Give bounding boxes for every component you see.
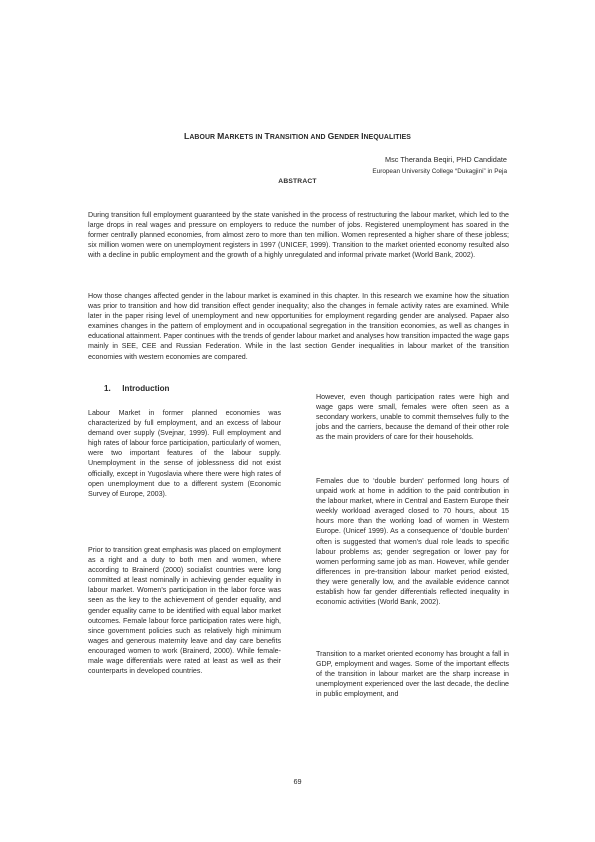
section-heading xyxy=(104,384,169,393)
paper-title: LABOUR MARKETS IN TRANSITION AND GENDER INEQUALITIES xyxy=(183,131,411,141)
affiliation-line: European University College “Dukagjini” in Peja xyxy=(372,168,507,175)
right-column-paragraph-3: Transition to a market oriented economy has brought a fall in GDP, employment and wages. Some of the important effects of the transition in labour market are the sharp increase in unemployment experienced over the last decade, the decline in public employment, and xyxy=(316,650,509,699)
abstract-heading: ABSTRACT xyxy=(278,178,317,185)
section-number: 1. xyxy=(104,384,111,393)
right-column-paragraph-1: However, even though participation rates were high and wage gaps were small, females were often seen as a secondary workers, unable to commit themselves fully to the jobs and the carriers, because the demand of their other role as the main providers of care for their households. xyxy=(316,393,509,442)
abstract-paragraph-2: How those changes affected gender in the labour market is examined in this chapter. In this research we examine how the situation was prior to transition and how did transition effect gender inequality; also the changes in female activity rates are examined. While later in the paper rising level of unemployment and new opportunities for employment regarding gender are analysed. Papaer also examines changes in the pattern of employment and in occupational segregation in the transition economies, as well as changes in educational attainment. Paper continues with the trends of gender labour market and analyses how transition impacted the wage gaps mainly in SEE, CEE and Russian Federation. While in the last section Gender inequalities in labour market of the transition economies with western economies are compared. xyxy=(88,292,509,361)
abstract-paragraph-1: During transition full employment guaranteed by the state vanished in the process of restructuring the labour market, which led to the large drops in real wages and pressure on employers to reduce the number of jobs. Registered unemployment has soared in the former centrally planned economies, from almost zero to more than ten million. Women represented a higher share of these jobless; six million women were on unemployment registers in 1997 (UNICEF, 1999). Transition to the market oriented economy resulted also with a decline in public employment and the growth of a highly unregulated and informal private market (World Bank, 2002). xyxy=(88,211,509,260)
left-column-paragraph-2: Prior to transition great emphasis was placed on employment as a right and a duty to both men and women, where according to Brainerd (2000) socialist countries were long committed at least nominally in achieving gender equality in labour market. Women’s participation in the labor force was seen as the key to the achievement of gender equality, and gender equality came to be identified with equal labor market outcomes. Female labour force participation rates were high, since government policies such as relatively high minimum wages and generous maternity leave and day care benefits encouraged women to work (Brainerd, 2000). While female-male wage differentials were rated at least as well as their counterparts in developed countries. xyxy=(88,546,281,676)
author-line: Msc Theranda Beqiri, PHD Candidate xyxy=(385,155,507,164)
section-title: Introduction xyxy=(122,384,170,393)
left-column-paragraph-1: Labour Market in former planned economies was characterized by full employment, and an excess of labour demand over supply (Svejnar, 1999). Full employment and high rates of labour force participation, particularly of women, were two important features of the labour supply. Unemployment in the sense of joblessness did not exist officially, except in Yugoslavia where there were high rates of open unemployment due to a different system (Economic Survey of Europe, 2003). xyxy=(88,409,281,498)
right-column-paragraph-2: Females due to ‘double burden’ performed long hours of unpaid work at home in addition to the paid contribution in the labour market, where in Central and Eastern Europe their weekly workload averaged closed to 70 hours, about 15 hours more than the working load of women in Western Europe. (Unicef 1999). As a consequence of ‘double burden’ often is suggested that women’s dual role leads to specific labour problems as; gender segregation or lower pay for women performing same job as man. However, while gender differences in pre-transition labour market period existed, they were generally low, and the available evidence cannot establish how far gender differentials reflected inequality in economic activities (World Bank, 2002). xyxy=(316,477,509,607)
page-number: 69 xyxy=(293,777,302,786)
